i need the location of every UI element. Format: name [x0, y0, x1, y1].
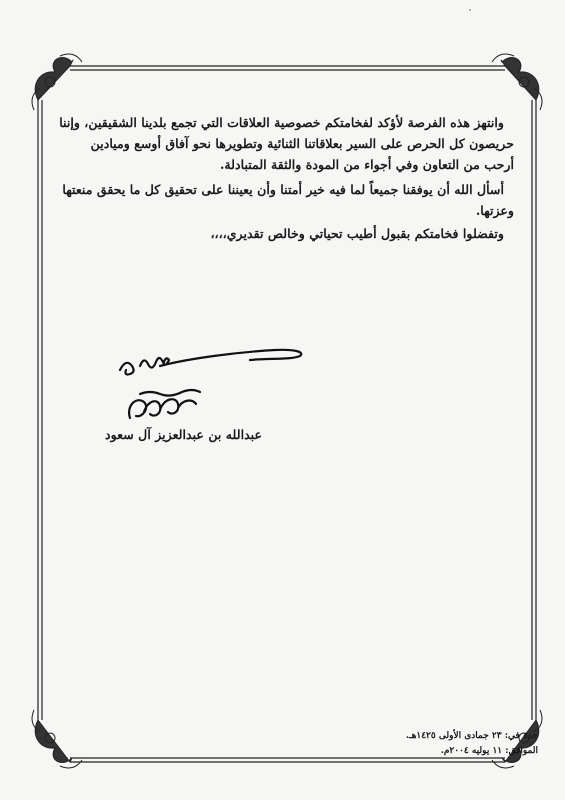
handwritten-signature: [100, 340, 330, 430]
signer-name: عبدالله بن عبدالعزيز آل سعود: [105, 427, 262, 442]
letter-paragraph-3: وتفضلوا فخامتكم بقبول أطيب تحياتي وخالص تقديري،،،،: [210, 226, 504, 241]
corner-ornament-bottom-left: [32, 710, 82, 768]
hijri-date: جدة في: ٢٣ جمادى الأولى ١٤٢٥هـ.: [405, 731, 538, 741]
gregorian-date: الموافق: ١١ يوليه ٢٠٠٤م.: [440, 746, 538, 756]
letter-paragraph-1: وانتهز هذه الفرصة لأؤكد لفخامتكم خصوصية العلاقات التي تجمع بلدينا الشقيقين، وإننا حريصون كل الحرص على السير بعلاقاتنا الثنائية وتطويرها نحو آفاق أوسع وميادين أرحب من التعاون وفي أجواء من المودة والثقة المتبادلة.: [59, 115, 514, 172]
letter-body: [58, 112, 514, 244]
letter-paragraph-2: أسأل الله أن يوفقنا جميعاً لما فيه خير أمتنا وأن يعيننا على تحقيق كل ما يحقق منعتها وعزتها.: [62, 182, 514, 218]
date-block: [372, 729, 538, 759]
corner-ornament-top-left: [32, 54, 82, 110]
corner-ornament-top-right: [492, 54, 542, 110]
